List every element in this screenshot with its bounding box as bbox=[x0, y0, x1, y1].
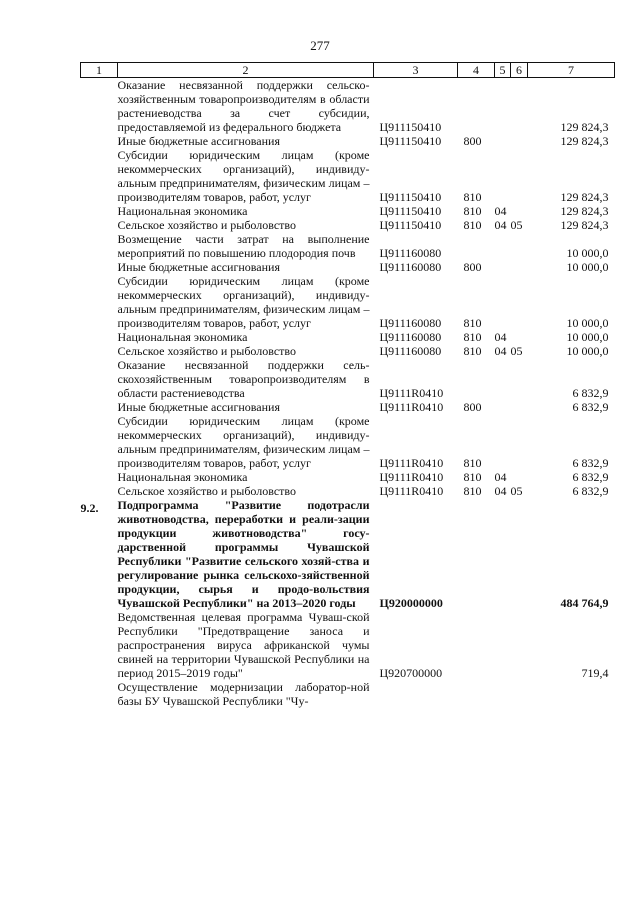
amount: 6 832,9 bbox=[572, 386, 609, 400]
amount: 484 764,9 bbox=[560, 596, 609, 610]
table-row bbox=[81, 218, 615, 232]
row-name: Субсидии юридическим лицам (кроме некоммерческих организаций), индивиду-альным предпринимателям, физическим лицам – производителям товаров, работ, услуг bbox=[117, 414, 370, 470]
section-code: 04 bbox=[494, 204, 507, 218]
subsection-code bbox=[511, 610, 528, 680]
expense-type bbox=[458, 610, 495, 680]
expense-type: 810 bbox=[463, 316, 482, 330]
column-header: 2 bbox=[118, 63, 374, 78]
column-header: 7 bbox=[528, 63, 615, 78]
expense-type: 810 bbox=[463, 218, 482, 232]
section-code bbox=[495, 400, 511, 414]
subsection-code bbox=[511, 358, 528, 400]
column-header: 1 bbox=[81, 63, 118, 78]
target-article-code: Ц911160080 bbox=[379, 316, 442, 330]
subsection-code bbox=[511, 470, 528, 484]
row-number bbox=[81, 680, 118, 708]
row-name: Оказание несвязанной поддержки сельско-хозяйственным товаропроизводителям в области растениеводства за счет субсидии, предоставляемой из федерального бюджета bbox=[117, 78, 370, 134]
subsection-code bbox=[511, 260, 528, 274]
target-article-code: Ц911160080 bbox=[379, 260, 442, 274]
target-article-code: Ц9111R0410 bbox=[379, 386, 444, 400]
subsection-code: 05 bbox=[510, 218, 523, 232]
section-code: 04 bbox=[494, 344, 507, 358]
subsection-code bbox=[511, 414, 528, 470]
page-number: 277 bbox=[310, 38, 330, 53]
column-header: 6 bbox=[511, 63, 528, 78]
row-number bbox=[81, 484, 118, 498]
row-number bbox=[81, 204, 118, 218]
target-article-code: Ц911150410 bbox=[379, 120, 442, 134]
expense-type bbox=[458, 498, 495, 610]
table-row bbox=[81, 274, 615, 330]
column-header: 4 bbox=[458, 63, 495, 78]
table-row bbox=[81, 204, 615, 218]
row-name: Возмещение части затрат на выполнение мероприятий по повышению плодородия почв bbox=[117, 232, 370, 260]
amount: 129 824,3 bbox=[560, 218, 609, 232]
table-row bbox=[81, 260, 615, 274]
amount: 6 832,9 bbox=[572, 484, 609, 498]
table-row bbox=[81, 148, 615, 204]
column-header: 5 bbox=[495, 63, 511, 78]
subsection-code bbox=[511, 680, 528, 708]
section-code: 04 bbox=[494, 484, 507, 498]
amount: 10 000,0 bbox=[566, 344, 609, 358]
row-number bbox=[81, 470, 118, 484]
row-number bbox=[81, 344, 118, 358]
table-row bbox=[81, 484, 615, 498]
subsection-code: 05 bbox=[510, 344, 523, 358]
row-name: Оказание несвязанной поддержки сель-скохозяйственным товаропроизводителям в области растениеводства bbox=[117, 358, 370, 400]
target-article-code: Ц9111R0410 bbox=[379, 400, 444, 414]
subsection-code bbox=[511, 400, 528, 414]
section-code bbox=[495, 134, 511, 148]
expense-type: 810 bbox=[463, 456, 482, 470]
subsection-code: 05 bbox=[510, 484, 523, 498]
expense-type bbox=[458, 232, 495, 260]
table-row bbox=[81, 400, 615, 414]
expense-type: 810 bbox=[463, 204, 482, 218]
target-article-code: Ц9111R0410 bbox=[379, 470, 444, 484]
row-number bbox=[81, 232, 118, 260]
expense-type: 810 bbox=[463, 344, 482, 358]
row-name: Подпрограмма "Развитие подотрасли животноводства, переработки и реали-зации продукции животноводства" госу-дарственной программы Чувашской Республики "Развитие сельского хозяй-ства и регулирование рынка сельскохо-зяйственной продукции, сырья и продо-вольствия Чувашской Республики" на 2013–2020 годы bbox=[117, 498, 370, 610]
amount: 719,4 bbox=[581, 666, 609, 680]
row-number bbox=[81, 78, 118, 135]
expense-type: 800 bbox=[463, 260, 482, 274]
section-code bbox=[495, 232, 511, 260]
row-name: Национальная экономика bbox=[117, 470, 248, 484]
subsection-code bbox=[511, 330, 528, 344]
section-code bbox=[495, 78, 511, 135]
table-row bbox=[81, 470, 615, 484]
row-name: Иные бюджетные ассигнования bbox=[117, 400, 280, 414]
section-code bbox=[495, 260, 511, 274]
amount: 10 000,0 bbox=[566, 260, 609, 274]
amount: 6 832,9 bbox=[572, 470, 609, 484]
amount: 10 000,0 bbox=[566, 330, 609, 344]
section-code bbox=[495, 610, 511, 680]
row-number bbox=[81, 330, 118, 344]
table-row bbox=[81, 232, 615, 260]
table-body bbox=[81, 78, 615, 709]
target-article-code: Ц911160080 bbox=[379, 344, 442, 358]
table-row bbox=[81, 330, 615, 344]
target-article-code: Ц920700000 bbox=[379, 666, 443, 680]
expense-type: 800 bbox=[463, 134, 482, 148]
row-name: Иные бюджетные ассигнования bbox=[117, 134, 280, 148]
subsection-code bbox=[511, 232, 528, 260]
budget-table bbox=[80, 62, 615, 708]
target-article-code: Ц911160080 bbox=[379, 330, 442, 344]
section-code bbox=[495, 498, 511, 610]
target-article-code: Ц911160080 bbox=[379, 246, 442, 260]
row-name: Субсидии юридическим лицам (кроме некоммерческих организаций), индивиду-альным предпринимателям, физическим лицам – производителям товаров, работ, услуг bbox=[117, 148, 370, 204]
table-header-row bbox=[81, 63, 615, 78]
row-name: Субсидии юридическим лицам (кроме некоммерческих организаций), индивиду-альным предпринимателям, физическим лицам – производителям товаров, работ, услуг bbox=[117, 274, 370, 330]
subsection-code bbox=[511, 148, 528, 204]
amount bbox=[528, 680, 615, 708]
target-article-code: Ц920000000 bbox=[379, 596, 443, 610]
expense-type: 810 bbox=[463, 470, 482, 484]
target-article-code: Ц911150410 bbox=[379, 204, 442, 218]
row-number bbox=[81, 414, 118, 470]
row-number bbox=[81, 134, 118, 148]
expense-type: 810 bbox=[463, 484, 482, 498]
expense-type: 800 bbox=[463, 400, 482, 414]
row-name: Сельское хозяйство и рыболовство bbox=[117, 484, 297, 498]
row-number: 9.2. bbox=[80, 501, 99, 515]
column-header: 3 bbox=[374, 63, 458, 78]
section-code bbox=[495, 358, 511, 400]
amount: 129 824,3 bbox=[560, 204, 609, 218]
section-code: 04 bbox=[494, 218, 507, 232]
row-name: Национальная экономика bbox=[117, 330, 248, 344]
subsection-code bbox=[511, 204, 528, 218]
row-number bbox=[81, 148, 118, 204]
table-row bbox=[81, 610, 615, 680]
amount: 6 832,9 bbox=[572, 400, 609, 414]
expense-type bbox=[458, 680, 495, 708]
row-number bbox=[81, 610, 118, 680]
target-article-code: Ц9111R0410 bbox=[379, 484, 444, 498]
amount: 6 832,9 bbox=[572, 456, 609, 470]
row-name: Ведомственная целевая программа Чуваш-ской Республики "Предотвращение заноса и распространения вируса африканской чумы свиней на территории Чувашской Республики на период 2015–2019 годы" bbox=[117, 610, 370, 680]
table-row bbox=[81, 680, 615, 708]
expense-type bbox=[458, 358, 495, 400]
table-row bbox=[81, 414, 615, 470]
section-code bbox=[495, 148, 511, 204]
row-name: Осуществление модернизации лаборатор-ной базы БУ Чувашской Республики "Чу- bbox=[117, 680, 370, 708]
table-row bbox=[81, 344, 615, 358]
row-number bbox=[81, 358, 118, 400]
section-code: 04 bbox=[494, 330, 507, 344]
amount: 129 824,3 bbox=[560, 120, 609, 134]
target-article-code: Ц911150410 bbox=[379, 190, 442, 204]
amount: 10 000,0 bbox=[566, 316, 609, 330]
subsection-code bbox=[511, 498, 528, 610]
expense-type: 810 bbox=[463, 190, 482, 204]
target-article-code: Ц911150410 bbox=[379, 134, 442, 148]
section-code bbox=[495, 274, 511, 330]
row-number bbox=[81, 218, 118, 232]
section-code bbox=[495, 414, 511, 470]
table-row bbox=[81, 358, 615, 400]
row-name: Иные бюджетные ассигнования bbox=[117, 260, 280, 274]
expense-type bbox=[458, 78, 495, 135]
target-article-code: Ц911150410 bbox=[379, 218, 442, 232]
row-number bbox=[81, 400, 118, 414]
subsection-code bbox=[511, 274, 528, 330]
section-code bbox=[495, 680, 511, 708]
expense-type: 810 bbox=[463, 330, 482, 344]
row-number bbox=[81, 260, 118, 274]
amount: 129 824,3 bbox=[560, 190, 609, 204]
table-row bbox=[81, 498, 615, 610]
subsection-code bbox=[511, 134, 528, 148]
amount: 10 000,0 bbox=[566, 246, 609, 260]
section-code: 04 bbox=[494, 470, 507, 484]
row-name: Национальная экономика bbox=[117, 204, 248, 218]
row-name: Сельское хозяйство и рыболовство bbox=[117, 218, 297, 232]
target-article-code: Ц9111R0410 bbox=[379, 456, 444, 470]
table-row bbox=[81, 134, 615, 148]
amount: 129 824,3 bbox=[560, 134, 609, 148]
row-number bbox=[81, 274, 118, 330]
table-row bbox=[81, 78, 615, 135]
target-article-code bbox=[374, 680, 458, 708]
subsection-code bbox=[511, 78, 528, 135]
row-name: Сельское хозяйство и рыболовство bbox=[117, 344, 297, 358]
